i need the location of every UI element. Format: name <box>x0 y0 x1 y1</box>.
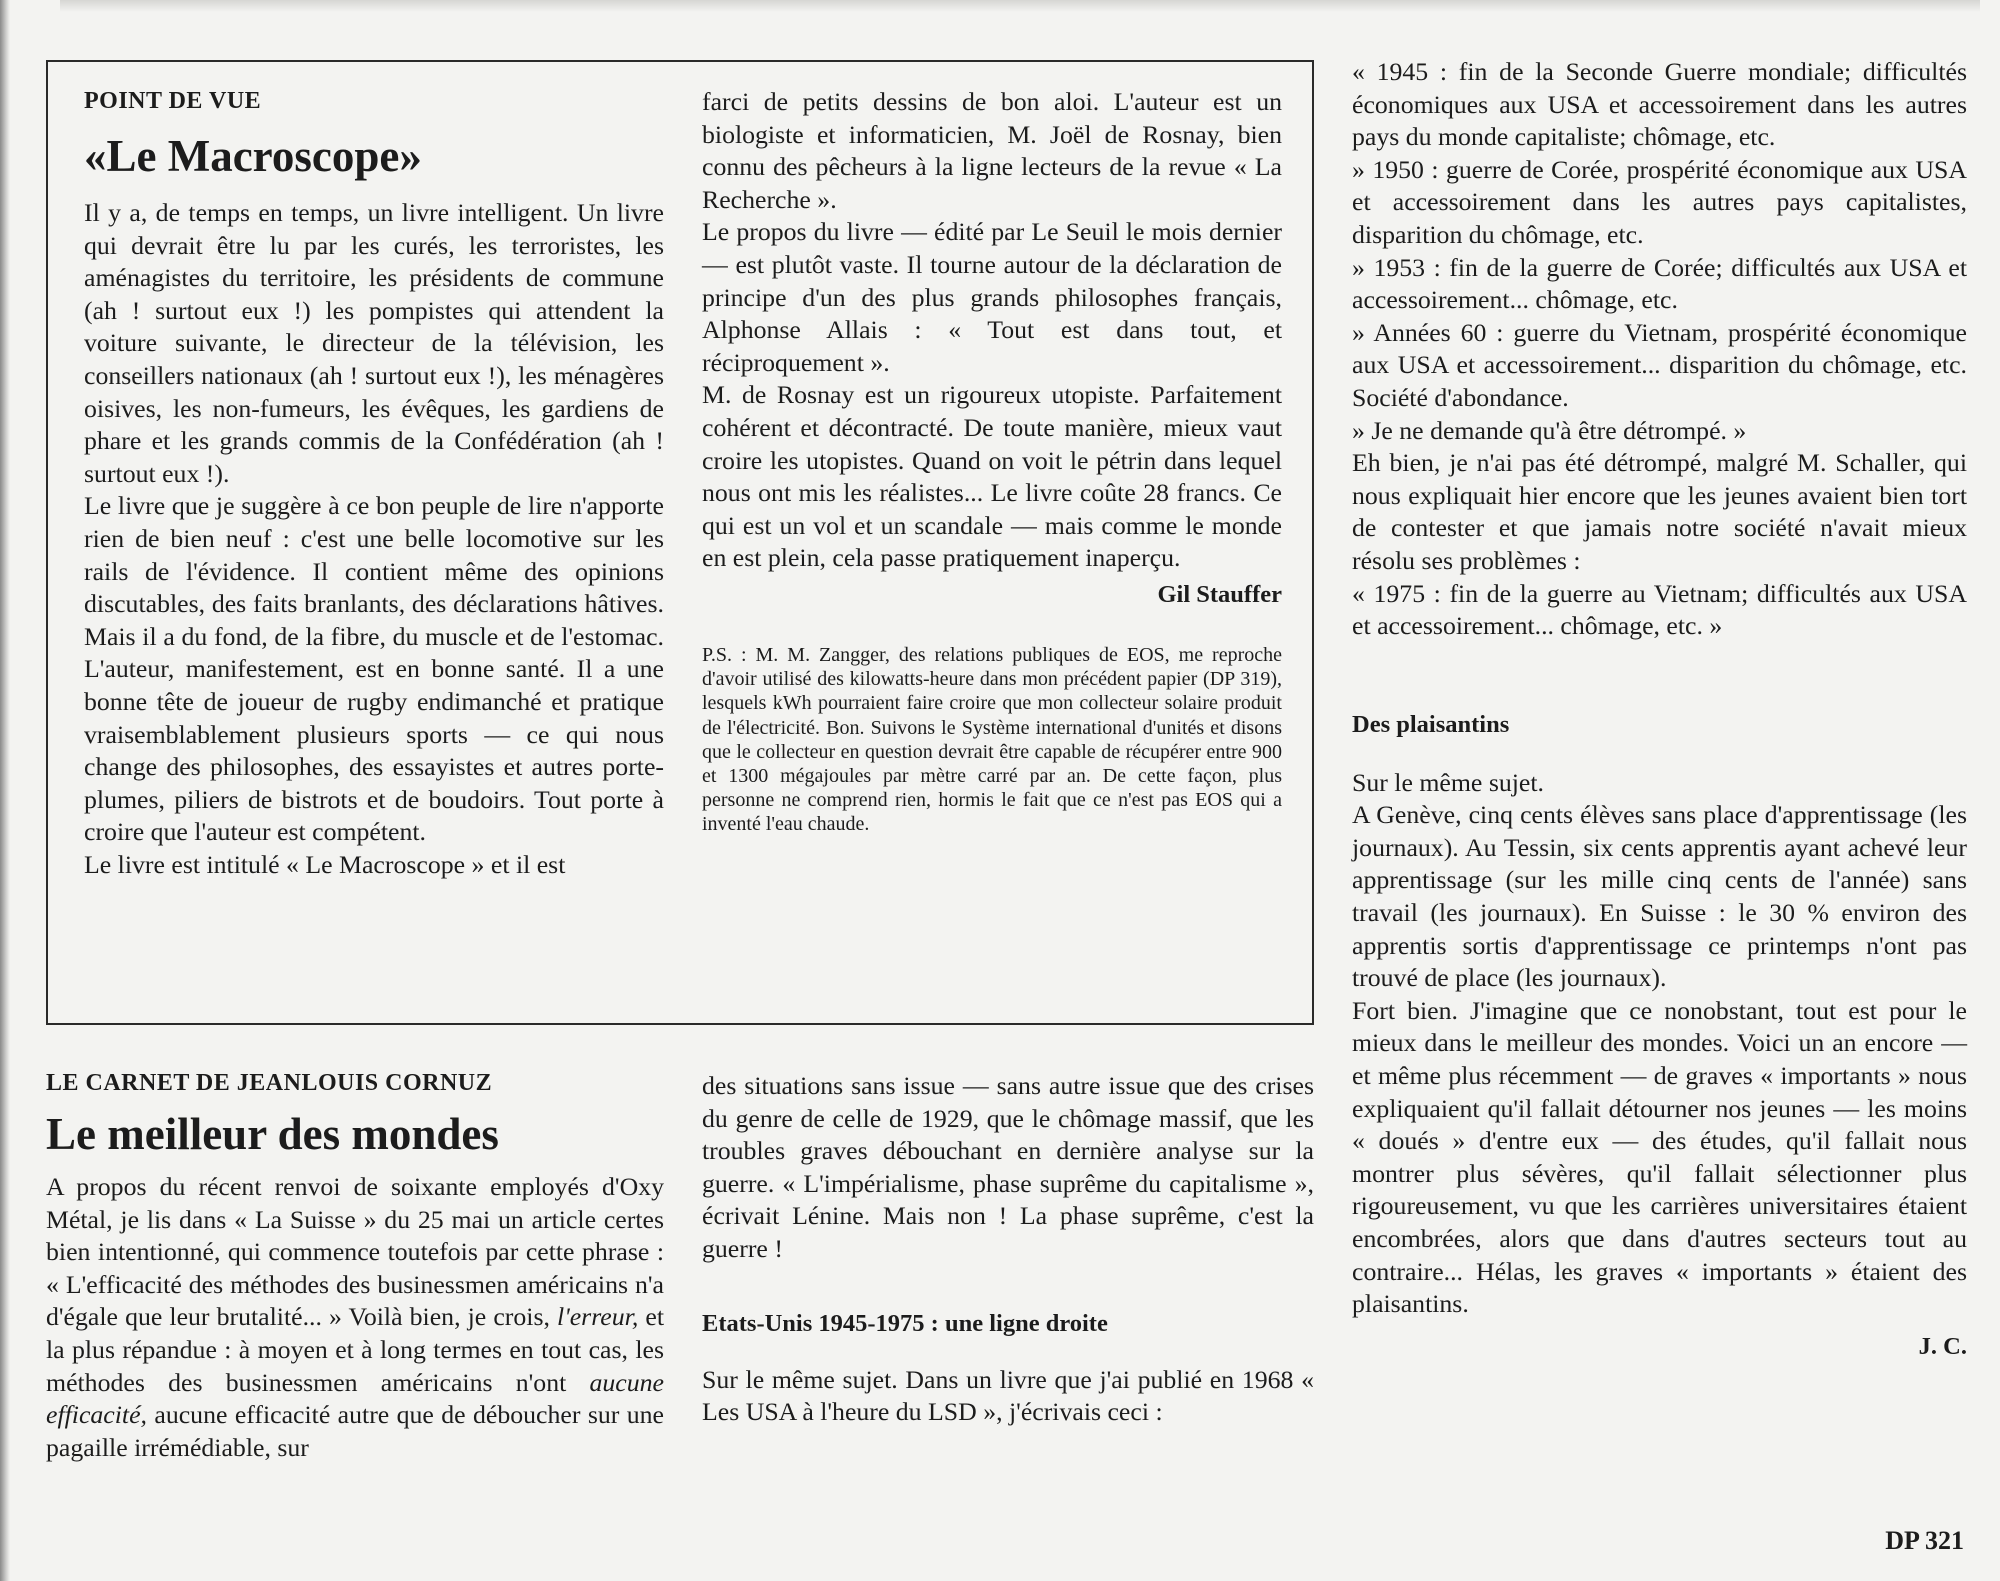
carnet-kicker: LE CARNET DE JEANLOUIS CORNUZ <box>46 1070 493 1096</box>
paragraph: Il y a, de temps en temps, un livre intelligent. Un livre qui devrait être lu par les curés, les terroristes, les aménagistes du territoire, les présidents de commune (ah ! surtout eux !) les pompistes qui attendent la voiture suivante, le directeur de la télévision, les conseillers nationaux (ah ! surtout eux !), les ménagères oisives, les non-fumeurs, les évêques, les gardiens de phare et les grands commis de la Confédération (ah ! surtout eux !). <box>84 198 664 488</box>
carnet-column-2 <box>702 1070 1314 1429</box>
point-de-vue-kicker: POINT DE VUE <box>84 88 262 114</box>
paragraph: » Je ne demande qu'à être détrompé. » <box>1352 415 1747 445</box>
text-run: aucune efficacité autre que de déboucher sur une pagaille irrémédiable, sur <box>46 1400 664 1462</box>
paragraph: Sur le même sujet. <box>1352 767 1545 797</box>
author-signature: Gil Stauffer <box>1157 580 1282 608</box>
point-de-vue-column-2 <box>702 86 1282 837</box>
paragraph: M. de Rosnay est un rigoureux utopiste. Parfaitement cohérent et décontracté. De toute manière, mieux vaut croire les utopistes. Quand on voit le pétrin dans lequel nous ont mis les réalistes... Le livre coûte 28 francs. Ce qui est un vol et un scandale — mais comme le monde en est plein, cela passe pratiquement inaperçu. <box>702 380 1282 573</box>
page-binding-shadow <box>0 0 10 1581</box>
paragraph: « 1945 : fin de la Seconde Guerre mondiale; difficultés économiques aux USA et accessoirement dans les autres pays du monde capitaliste; chômage, etc. <box>1352 57 1967 152</box>
paragraph: » Années 60 : guerre du Vietnam, prospérité économique aux USA et accessoirement... disparition du chômage, etc. Société d'abondance. <box>1352 317 1967 412</box>
page-folio: DP 321 <box>1885 1526 1964 1555</box>
text-run: et la plus répandue : à moyen et à long termes en tout cas, les méthodes des businessmen américains n'ont <box>46 1302 665 1397</box>
emphasis: l'erreur, <box>557 1302 639 1332</box>
postscript: P.S. : M. M. Zangger, des relations publiques de EOS, me reproche d'avoir utilisé des kilowatts-heure dans mon précédent papier (DP 319), lesquels kWh pourraient faire croire que mon collecteur solaire produit de l'électricité. Bon. Suivons le Système international d'unités et disons que le collecteur en question devrait être capable de récupérer entre 900 et 1300 mégajoules par mètre carré par an. De cette façon, plus personne ne comprend rien, hormis le fait que ce n'est pas EOS qui a inventé l'eau chaude. <box>702 643 1282 836</box>
carnet-title: Le meilleur des mondes <box>46 1109 499 1159</box>
paragraph: Sur le même sujet. Dans un livre que j'ai publié en 1968 « Les USA à l'heure du LSD », j'écrivais ceci : <box>702 1364 1314 1427</box>
subtitle-etats-unis: Etats-Unis 1945-1975 : une ligne droite <box>702 1309 1108 1337</box>
paragraph: Fort bien. J'imagine que ce nonobstant, tout est pour le mieux dans le meilleur des mondes. Voici un an encore — et même plus récemment — de graves « importants » nous expliquaient qu'il fallait détourner nos jeunes — les moins « doués » d'entre eux — des études, qu'il fallait nous montrer plus sévères, qu'il fallait sélectionner plus rigoureusement, vu que les carrières universitaires étaient encombrées, alors que dans d'autres secteurs tout au contraire... Hélas, les graves « importants » étaient des plaisantins. <box>1352 995 1967 1319</box>
point-de-vue-column-1 <box>84 88 664 881</box>
paragraph: Le livre est intitulé « Le Macroscope » et il est <box>84 849 566 879</box>
paragraph: » 1950 : guerre de Corée, prospérité économique aux USA et accessoirement dans les autres pays capitalistes, disparition du chômage, etc. <box>1352 154 1967 249</box>
paragraph <box>46 1171 664 1464</box>
paragraph: » 1953 : fin de la guerre de Corée; difficultés aux USA et accessoirement... chômage, etc. <box>1352 252 1967 315</box>
emphasis: aucune efficacité, <box>46 1367 664 1430</box>
paragraph: A Genève, cinq cents élèves sans place d'apprentissage (les journaux). Au Tessin, six cents apprentis ayant achevé leur apprentissage (sur les mille cinq cents de l'année) sans travail (les journaux). En Suisse : le 30 % environ des apprentis sortis d'apprentissage ce printemps n'ont pas trouvé de place (les journaux). <box>1352 800 1967 993</box>
carnet-column-1 <box>46 1070 664 1464</box>
subtitle-plaisantins: Des plaisantins <box>1352 710 1510 738</box>
text-run: A propos du récent renvoi de soixante employés d'Oxy Métal, je lis dans « La Suisse » du 25 mai un article certes bien intentionné, qui commence toutefois par cette phrase : « L'efficacité des méthodes des businessmen américains n'a d'égale que leur brutalité... » Voilà bien, je crois, <box>46 1172 664 1332</box>
paragraph: farci de petits dessins de bon aloi. L'auteur est un biologiste et informaticien, M. Joël de Rosnay, bien connu des pêcheurs à la ligne lecteurs de la revue « La Recherche ». <box>702 87 1282 214</box>
point-de-vue-title: «Le Macroscope» <box>84 131 422 181</box>
paragraph: Le livre que je suggère à ce bon peuple de lire n'apporte rien de bien neuf : c'est une belle locomotive sur les rails de l'évidence. Il contient même des opinions discutables, des faits branlants, des déclarations hâtives. Mais il a du fond, de la fibre, du muscle et de l'estomac. L'auteur, manifestement, est en bonne santé. Il a une bonne tête de joueur de rugby endimanché et pratique vraisemblablement plusieurs sports — ce qui nous change des philosophes, des essayistes et autres porte-plumes, piliers de bistrots et de boudoirs. Tout porte à croire que l'auteur est compétent. <box>84 491 664 847</box>
paragraph: Eh bien, je n'ai pas été détrompé, malgré M. Schaller, qui nous expliquait hier encore que les jeunes avaient bien tort de contester et que jamais notre société n'avait mieux résolu ses problèmes : <box>1352 448 1967 575</box>
initials-signature: J. C. <box>1918 1332 1967 1360</box>
paragraph: des situations sans issue — sans autre issue que des crises du genre de celle de 1929, que le chômage massif, que les troubles graves débouchant en dernière analyse sur la guerre. « L'impérialisme, phase suprême du capitalisme », écrivait Lénine. Mais non ! La phase suprême, c'est la guerre ! <box>702 1071 1314 1263</box>
paragraph: Le propos du livre — édité par Le Seuil le mois dernier — est plutôt vaste. Il tourne autour de la déclaration de principe d'un des plus grands philosophes français, Alphonse Allais : « Tout est dans tout, et réciproquement ». <box>702 217 1282 377</box>
right-column <box>1352 56 1967 1361</box>
previous-page-bleed <box>60 0 1980 12</box>
paragraph: « 1975 : fin de la guerre au Vietnam; difficultés aux USA et accessoirement... chômage, etc. » <box>1352 578 1967 641</box>
